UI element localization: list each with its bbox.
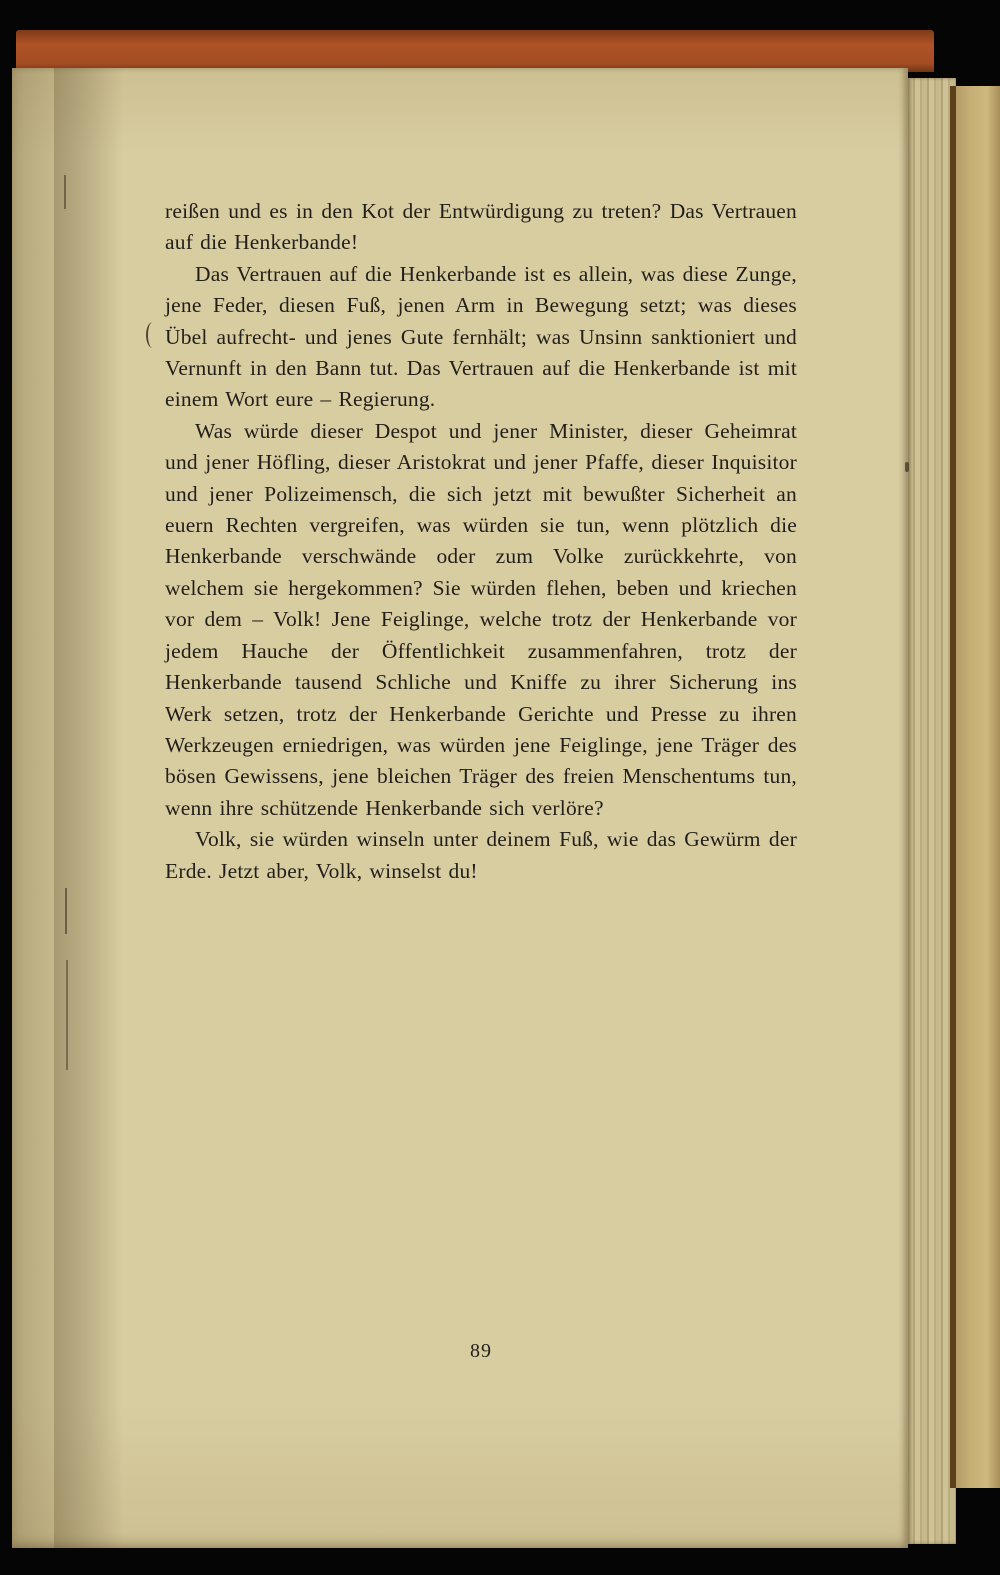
paragraph: Das Vertrauen auf die Henkerbande ist es allein, was diese Zunge, jene Feder, diesen Fuß, jenen Arm in Bewegung setzt; was dieses Übel aufrecht- und jenes Gute fernhält; was Unsinn sanktioniert und Vernunft in den Bann tut. Das Vertrauen auf die Henkerbande ist mit einem Wort eure – Regierung. (165, 261, 797, 412)
page-stack-edge (908, 78, 956, 1544)
book-page (12, 68, 908, 1548)
page-body-text (165, 196, 797, 887)
binding-shadow (54, 68, 124, 1548)
book-cover-right-edge (950, 86, 1000, 1488)
book-cover-top-edge (16, 30, 934, 72)
paragraph: Was würde dieser Despot und jener Minister, dieser Geheimrat und jener Höfling, dieser Aristokrat und jener Pfaffe, dieser Inquisitor und jener Polizeimensch, die sich jetzt mit bewußter Sicherheit an euern Rechten vergreifen, was würden sie tun, wenn plötzlich die Henkerbande verschwände oder zum Volke zurückkehrte, von welchem sie hergekommen? Sie würden flehen, beben und kriechen vor dem – Volk! Jene Feiglinge, welche trotz der Henkerbande vor jedem Hauche der Öffentlichkeit zusammenfahren, trotz der Henkerbande tausend Schliche und Kniffe zu ihrer Sicherung ins Werk setzen, trotz der Henkerbande Gerichte und Presse zu ihren Werkzeugen erniedrigen, was würden jene Feiglinge, jene Träger des bösen Gewissens, jene bleichen Träger des freien Menschentums tun, wenn ihre schützende Henkerbande sich verlöre? (165, 418, 797, 820)
paragraph: Volk, sie würden winseln unter deinem Fuß, wie das Gewürm der Erde. Jetzt aber, Volk, winselst du! (165, 827, 797, 883)
page-number: 89 (470, 1340, 492, 1362)
paragraph: reißen und es in den Kot der Entwürdigung zu treten? Das Vertrauen auf die Henkerbande! (165, 199, 797, 255)
